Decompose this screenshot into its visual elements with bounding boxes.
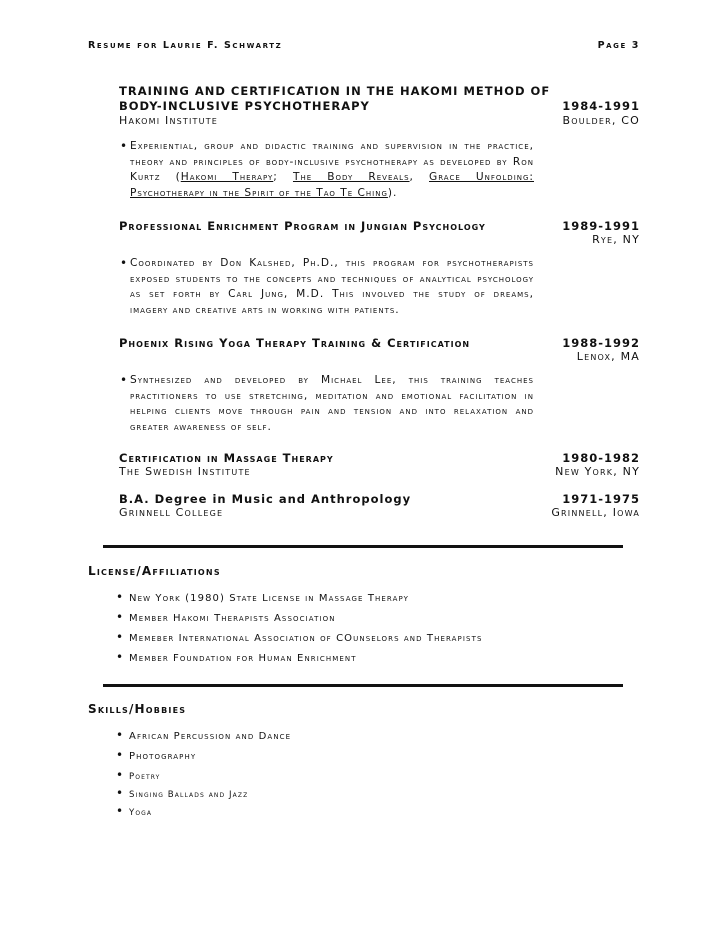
entry-location: Grinnell, Iowa bbox=[551, 506, 640, 519]
bullet-icon: • bbox=[116, 590, 125, 604]
bullet-icon: • bbox=[116, 610, 125, 624]
section-title-skills: Skills/Hobbies bbox=[88, 702, 187, 716]
book-link: Hakomi Therapy bbox=[180, 171, 274, 183]
entry-org: The Swedish Institute bbox=[119, 465, 251, 478]
list-item: • Member Hakomi Therapists Association bbox=[116, 610, 336, 624]
list-item: • Photography bbox=[116, 748, 197, 762]
description-text: Synthesized and developed by Michael Lee, this training teaches practitioners to use stretching, meditation and emotional facilitation in helping clients move through pain and tension and into relaxation and greater awareness of self. bbox=[130, 374, 534, 433]
entry-title: Certification in Massage Therapy bbox=[119, 451, 334, 465]
entry-location: Lenox, MA bbox=[576, 350, 640, 363]
bullet-icon: • bbox=[120, 256, 129, 270]
entry-years: 1984-1991 bbox=[562, 99, 640, 113]
header-name: Resume for Laurie F. Schwartz bbox=[88, 40, 283, 51]
entry-title-line1: TRAINING AND CERTIFICATION IN THE HAKOMI METHOD OF bbox=[119, 84, 551, 98]
description-text: Coordinated by Don Kalshed, Ph.D., this program for psychotherapists exposed students to the concepts and techniques of analytical psychology as set forth by Carl Jung, M.D. This involved the study of dreams, imagery and creative arts in working with patients. bbox=[130, 257, 534, 316]
list-item: • Yoga bbox=[116, 804, 153, 818]
entry-title: Phoenix Rising Yoga Therapy Training & Certification bbox=[119, 336, 471, 350]
entry-years: 1980-1982 bbox=[562, 451, 640, 465]
entry-title: B.A. Degree in Music and Anthropology bbox=[119, 492, 412, 506]
bullet-icon: • bbox=[116, 768, 125, 782]
entry-years: 1989-1991 bbox=[562, 219, 640, 233]
book-link: The Body Reveals bbox=[292, 171, 410, 183]
section-title-license: License/Affiliations bbox=[88, 564, 221, 578]
entry-years: 1971-1975 bbox=[562, 492, 640, 506]
bullet-icon: • bbox=[116, 650, 125, 664]
page-header bbox=[88, 40, 640, 56]
entry-title-line2: BODY-INCLUSIVE PSYCHOTHERAPY bbox=[119, 99, 370, 113]
entry-location: Boulder, CO bbox=[562, 114, 640, 127]
bullet-icon: • bbox=[116, 804, 125, 818]
entry-description bbox=[120, 139, 534, 201]
book-link: Grace Unfolding: Psychotherapy in the Spirit of the Tao Te Ching bbox=[130, 171, 534, 199]
list-item: • Member Foundation for Human Enrichment bbox=[116, 650, 357, 664]
list-item: • Memeber International Association of COunselors and Therapists bbox=[116, 630, 483, 644]
entry-org: Grinnell College bbox=[119, 506, 224, 519]
list-item: • African Percussion and Dance bbox=[116, 728, 292, 742]
bullet-icon: • bbox=[116, 748, 125, 762]
bullet-icon: • bbox=[116, 630, 125, 644]
entry-location: New York, NY bbox=[555, 465, 640, 478]
bullet-icon: • bbox=[116, 728, 125, 742]
entry-title: Professional Enrichment Program in Jungian Psychology bbox=[119, 219, 486, 233]
list-item: • Poetry bbox=[116, 768, 161, 782]
list-item: • Singing Ballads and Jazz bbox=[116, 786, 249, 800]
bullet-icon: • bbox=[120, 139, 129, 153]
bullet-icon: • bbox=[120, 373, 129, 387]
entry-description bbox=[120, 373, 534, 435]
entry-org: Hakomi Institute bbox=[119, 114, 219, 127]
description-text: Experiential, group and didactic training and supervision in the practice, theory and principles of body-inclusive psychotherapy as developed by Ron Kurtz (Hakomi Therapy; The Body Reveals, Grace Unfolding: Psychotherapy in the Spirit of the Tao Te Ching). bbox=[130, 140, 534, 199]
page-number: Page 3 bbox=[597, 40, 640, 51]
entry-description bbox=[120, 256, 534, 318]
bullet-icon: • bbox=[116, 786, 125, 800]
section-divider bbox=[103, 545, 623, 548]
section-divider bbox=[103, 684, 623, 687]
entry-title bbox=[119, 84, 550, 114]
entry-location: Rye, NY bbox=[592, 233, 640, 246]
entry-years: 1988-1992 bbox=[562, 336, 640, 350]
list-item: • New York (1980) State License in Massage Therapy bbox=[116, 590, 410, 604]
